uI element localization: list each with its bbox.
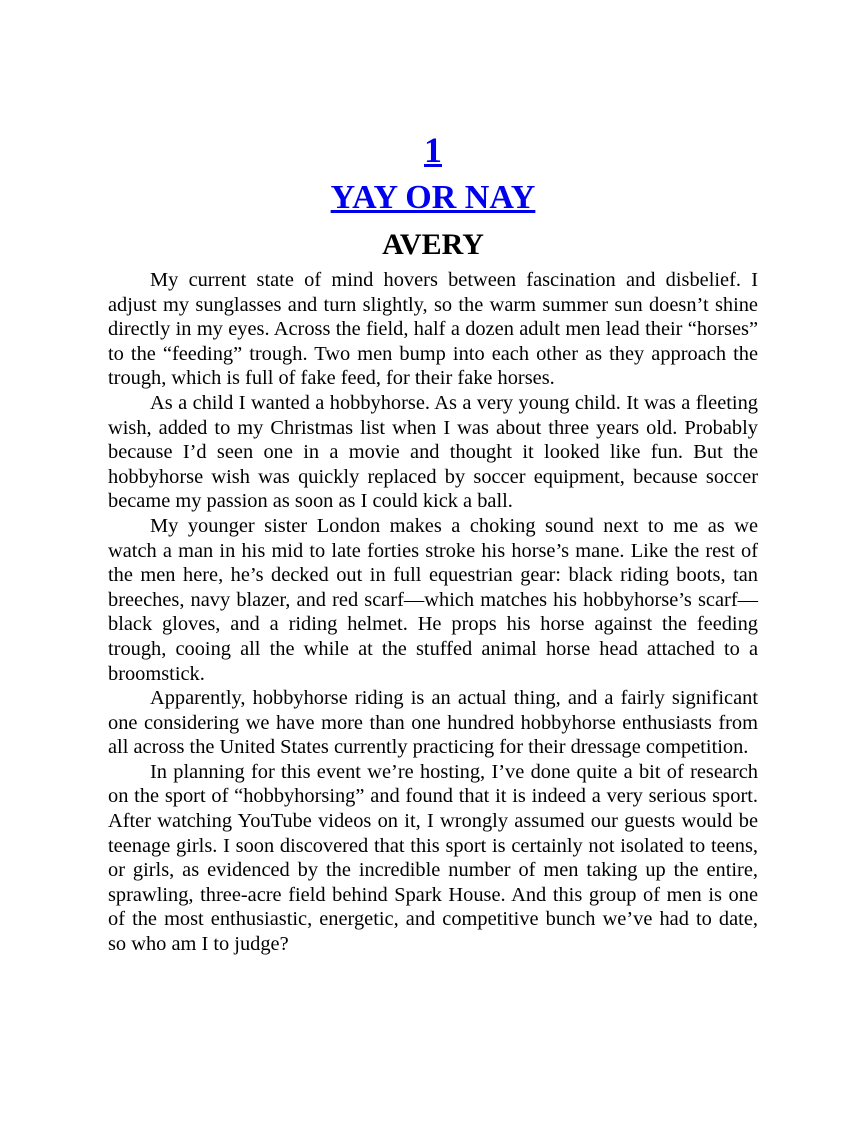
chapter-number xyxy=(108,126,758,174)
paragraph: As a child I wanted a hobbyhorse. As a very young child. It was a fleeting wish, added to my Christmas list when I was about three years old. Probably because I’d seen one in a movie and thought it looked like fun. But the hobbyhorse wish was quickly replaced by soccer equipment, because soccer became my passion as soon as I could kick a ball. xyxy=(108,391,758,513)
book-page xyxy=(108,126,758,957)
paragraph: My current state of mind hovers between fascination and disbelief. I adjust my sunglasses and turn slightly, so the warm summer sun doesn’t shine directly in my eyes. Across the field, half a dozen adult men lead their “horses” to the “feeding” trough. Two men bump into each other as they approach the trough, which is full of fake feed, for their fake horses. xyxy=(108,269,758,390)
paragraph: Apparently, hobbyhorse riding is an actual thing, and a fairly significant one considering we have more than one hundred hobbyhorse enthusiasts from all across the United States currently practicing for their dressage competition. xyxy=(108,687,758,759)
narrator-heading: AVERY xyxy=(382,228,484,261)
chapter-body xyxy=(108,268,758,957)
chapter-title xyxy=(108,174,758,222)
paragraph: My younger sister London makes a choking sound next to me as we watch a man in his mid to late forties stroke his horse’s mane. Like the rest of the men here, he’s decked out in full equestrian gear: black riding boots, tan breeches, navy blazer, and red scarf—which matches his hobbyhorse’s scarf—black gloves, and a riding helmet. He props his horse against the feeding trough, cooing all the while at the stuffed animal horse head attached to a broomstick. xyxy=(108,514,758,685)
paragraph: In planning for this event we’re hosting, I’ve done quite a bit of research on the sport of “hobbyhorsing” and found that it is indeed a very serious sport. After watching YouTube videos on it, I wrongly assumed our guests would be teenage girls. I soon discovered that this sport is certainly not isolated to teens, or girls, as evidenced by the incredible number of men taking up the entire, sprawling, three-acre field behind Spark House. And this group of men is one of the most enthusiastic, energetic, and competitive bunch we’ve had to date, so who am I to judge? xyxy=(108,760,758,956)
chapter-number-link[interactable]: 1 xyxy=(424,130,442,170)
chapter-title-link[interactable]: YAY OR NAY xyxy=(330,179,536,216)
